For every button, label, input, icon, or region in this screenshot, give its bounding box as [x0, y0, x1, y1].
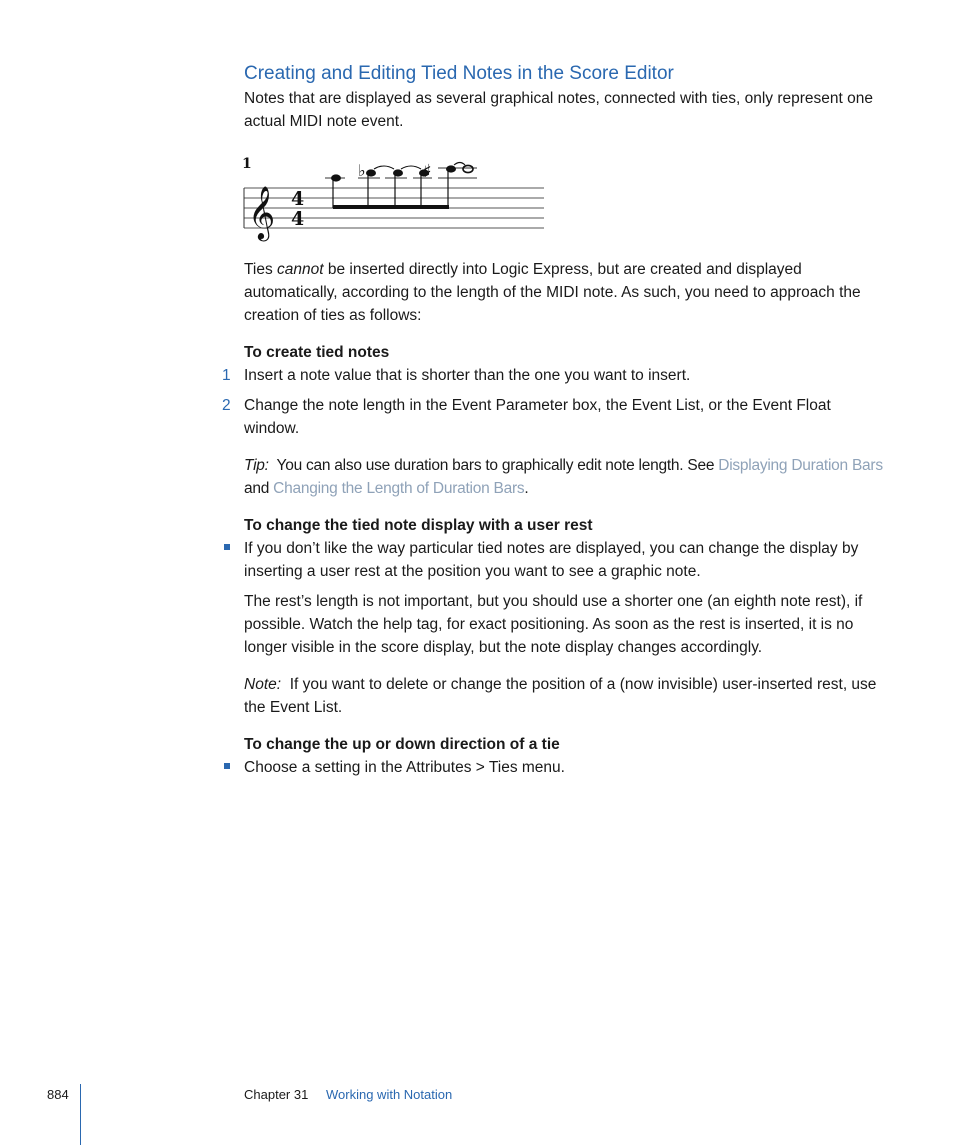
note-label: Note: — [244, 676, 282, 693]
task-heading-tie-direction: To change the up or down direction of a tie — [244, 736, 560, 753]
tip-label: Tip: — [244, 457, 269, 474]
beam — [333, 205, 449, 209]
section-title: Creating and Editing Tied Notes in the Score Editor — [244, 63, 674, 84]
sharp-icon: ♯ — [423, 161, 432, 182]
ties-text-pre: Ties — [244, 261, 278, 278]
footer-chapter: Chapter 31 — [244, 1087, 309, 1102]
ties-text-emphasis: cannot — [277, 261, 324, 278]
score-figure — [240, 150, 550, 242]
link-changing-duration-bars[interactable]: Changing the Length of Duration Bars — [273, 480, 525, 497]
bullet-icon — [224, 763, 230, 769]
treble-clef-icon: 𝄞 — [248, 185, 276, 239]
tip-text-end: . — [524, 480, 529, 497]
task-heading-create-tied-notes: To create tied notes — [244, 344, 390, 361]
tip-paragraph — [244, 454, 884, 500]
user-rest-bullet-text: If you don’t like the way particular tied notes are displayed, you can change the display by inserting a user rest at the position you want to see a graphic note. — [244, 540, 859, 580]
ties-paragraph — [244, 258, 884, 327]
step-text: Insert a note value that is shorter than the one you want to insert. — [244, 367, 691, 384]
step-number: 2 — [222, 397, 231, 414]
task-heading-user-rest: To change the tied note display with a user rest — [244, 517, 593, 534]
user-rest-detail: The rest’s length is not important, but you should use a shorter one (an eighth note rest), if possible. Watch the help tag, for exact positioning. As soon as the rest is inserted, it is no longer visible in the score display, but the note display changes accordingly. — [244, 593, 863, 656]
note-head-open — [463, 165, 473, 172]
bullet-icon — [224, 544, 230, 550]
time-signature-bottom: 4 — [291, 208, 305, 230]
footer-divider — [80, 1084, 81, 1145]
footer-chapter-link[interactable]: Working with Notation — [326, 1087, 453, 1102]
tip-text-mid: and — [244, 480, 274, 497]
link-displaying-duration-bars[interactable]: Displaying Duration Bars — [718, 457, 883, 474]
measure-number: 1 — [242, 156, 252, 172]
ties-text-post: be inserted directly into Logic Express, but are created and displayed automatically, according to the length of the MIDI note. As such, you need to approach the creation of ties as follows: — [244, 261, 861, 324]
tip-text: You can also use duration bars to graphically edit note length. See — [276, 457, 719, 474]
step-text: Change the note length in the Event Parameter box, the Event List, or the Event Float window. — [244, 397, 831, 437]
note-text: If you want to delete or change the position of a (now invisible) user-inserted rest, use the Event List. — [244, 676, 877, 716]
page-number: 884 — [47, 1087, 69, 1102]
step-number: 1 — [222, 367, 231, 384]
time-signature-top: 4 — [291, 188, 305, 210]
intro-paragraph: Notes that are displayed as several graphical notes, connected with ties, only represent one actual MIDI note event. — [244, 90, 873, 130]
note-paragraph — [244, 673, 884, 719]
tie-direction-bullet-text: Choose a setting in the Attributes > Ties menu. — [244, 759, 565, 776]
flat-icon: ♭ — [358, 161, 366, 180]
